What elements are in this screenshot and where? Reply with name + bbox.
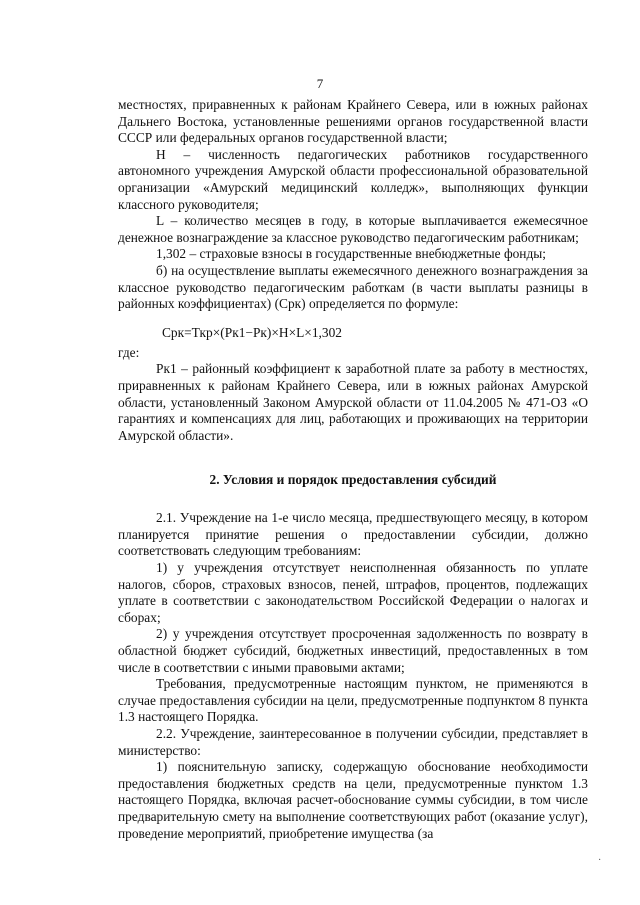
paragraph-explanatory-note: 1) пояснительную записку, содержащую обоснование необходимости предоставления бюджетных средств на цели, предусмотренные пунктом 1.3 настоящего Порядка, включая расчет-обоснование суммы субсидии, в том числе предварительную смету на выполнение соответствующих работ (оказание услуг), проведение мероприятий, приобретение имущества (за — [118, 759, 588, 841]
formula: Срк=Ткр×(Рк1−Рк)×Н×L×1,302 — [162, 324, 342, 340]
paragraph-insurance-rate: 1,302 – страховые взносы в государственные внебюджетные фонды; — [156, 246, 547, 262]
corner-mark: · — [598, 855, 602, 866]
paragraph-rk1-definition: Рк1 – районный коэффициент к заработной плате за работу в местностях, приравненных к районам Крайнего Севера, или в южных районах Амурской области, установленный Законом Амурской области от 11.04.2005 № 471-ОЗ «О гарантиях и компенсациях для лиц, работающих и проживающих на территории Амурской области». — [118, 361, 588, 443]
paragraph-2-2: 2.2. Учреждение, заинтересованное в получении субсидии, представляет в министерство: — [118, 726, 588, 758]
paragraph-item-b: б) на осуществление выплаты ежемесячного денежного вознаграждения за классное руководство педагогическим работкам (в части выплаты разницы в районных коэффициентах) (Срк) определяется по формуле: — [118, 262, 588, 312]
page-number: 7 — [316, 76, 324, 91]
where-label: где: — [118, 344, 140, 360]
paragraph-2-1: 2.1. Учреждение на 1-е число месяца, предшествующего месяцу, в котором планируется принятие решения о предоставлении субсидии, должно соответствовать следующим требованиям: — [118, 510, 588, 559]
document-body — [118, 97, 588, 842]
section-heading: 2. Условия и порядок предоставления субсидий — [209, 472, 497, 488]
paragraph-requirement-2: 2) у учреждения отсутствует просроченная задолженность по возврату в областной бюджет субсидий, бюджетных инвестиций, предоставленных в том числе в соответствии с иными правовыми актами; — [118, 626, 588, 675]
paragraph-requirement-1: 1) у учреждения отсутствует неисполненная обязанность по уплате налогов, сборов, страховых взносов, пеней, штрафов, процентов, подлежащих уплате в соответствии с законодательством Российской Федерации о налогах и сборах; — [118, 560, 588, 625]
paragraph-h-definition: Н – численность педагогических работников государственного автономного учреждения Амурской области профессиональной образовательной организации «Амурский медицинский колледж», выполняющих функции классного руководителя; — [118, 146, 588, 212]
paragraph-requirements-exception: Требования, предусмотренные настоящим пунктом, не применяются в случае предоставления субсидии на цели, предусмотренные подпунктом 8 пункта 1.3 настоящего Порядка. — [118, 676, 588, 725]
paragraph-continuation: местностях, приравненных к районам Крайнего Севера, или в южных районах Дальнего Востока, установленные решениями органов государственной власти СССР или федеральных органов государственной власти; — [118, 97, 588, 146]
paragraph-l-definition: L – количество месяцев в году, в которые выплачивается ежемесячное денежное вознаграждение за классное руководство педагогическим работникам; — [118, 213, 588, 245]
